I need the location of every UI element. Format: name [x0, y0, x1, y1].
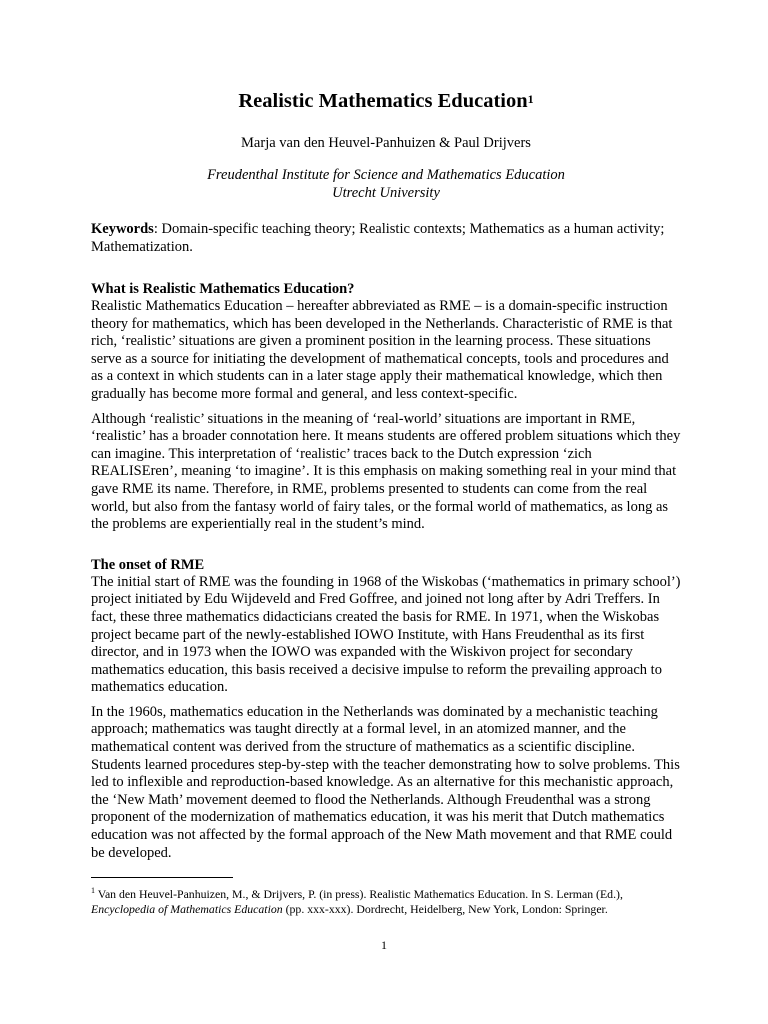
section-heading: What is Realistic Mathematics Education? [91, 281, 355, 297]
title-footnote-mark: 1 [527, 92, 534, 106]
affiliation-university: Utrecht University [332, 185, 440, 201]
affiliation-institute: Freudenthal Institute for Science and Mathematics Education [207, 167, 565, 183]
footnote-text-end: (pp. xxx-xxx). Dordrecht, Heidelberg, New York, London: Springer. [282, 902, 608, 917]
title-text: Realistic Mathematics Education [238, 90, 528, 112]
section-what-is-rme [91, 280, 681, 534]
paper-page [91, 80, 681, 862]
paragraph: Although ‘realistic’ situations in the meaning of ‘real-world’ situations are important in RME, ‘realistic’ has a broader connotation here. It means students are offered problem situations which they can imagine. This interpretation of ‘realistic’ traces back to the Dutch expression ‘zich REALISEren’, meaning ‘to imagine’. It is this emphasis on making something real in your mind that gave RME its name. Therefore, in RME, problems presented to students can come from the real world, but also from the fantasy world of fairy tales, or the formal world of mathematics, as long as the problems are experientially real in the student’s mind. [91, 410, 681, 533]
paragraph: In the 1960s, mathematics education in the Netherlands was dominated by a mechanistic teaching approach; mathematics was taught directly at a formal level, in an atomized manner, and the mathematical content was derived from the structure of mathematics as a scientific discipline. Students learned procedures step-by-step with the teacher demonstrating how to solve problems. This led to inflexible and reproduction-based knowledge. As an alternative for this mechanistic approach, the ‘New Math’ movement deemed to flood the Netherlands. Although Freudenthal was a strong proponent of the modernization of mathematics education, it was his merit that Dutch mathematics education was not affected by the formal approach of the New Math movement and that RME could be developed. [91, 703, 680, 861]
footnote-mark: 1 [91, 886, 95, 895]
paper-title [91, 88, 681, 114]
section-onset-of-rme [91, 556, 681, 863]
affiliation [91, 166, 681, 202]
footnote-rule [91, 877, 233, 878]
section-heading: The onset of RME [91, 556, 205, 573]
page-number: 1 [381, 938, 387, 952]
footnote-title: Encyclopedia of Mathematics Education [91, 902, 283, 917]
paragraph: The initial start of RME was the founding in 1968 of the Wiskobas (‘mathematics in primary school’) project initiated by Edu Wijdeveld and Fred Goffree, and joined not long after by Adri Treffers. In fact, these three mathematics didacticians created the basis for RME. In 1971, when the Wiskobas project became part of the newly-established IOWO Institute, with Hans Freudenthal as its first director, and in 1973 when the IOWO was expanded with the Wiskivon project for secondary mathematics education, this basis received a decisive impulse to reform the prevailing approach to mathematics education. [91, 573, 681, 696]
authors: Marja van den Heuvel-Panhuizen & Paul Drijvers [241, 135, 531, 151]
keywords-text: : Domain-specific teaching theory; Realistic contexts; Mathematics as a human activity; Mathematization. [91, 221, 665, 255]
footnote [91, 883, 681, 918]
paragraph: Realistic Mathematics Education – hereafter abbreviated as RME – is a domain-specific instruction theory for mathematics, which has been developed in the Netherlands. Characteristic of RME is that rich, ‘realistic’ situations are given a prominent position in the learning process. These situations serve as a source for initiating the development of mathematical concepts, tools and procedures and as a context in which students can in a later stage apply their mathematical knowledge, which then gradually has become more formal and general, and less context-specific. [91, 298, 673, 402]
keywords [91, 220, 681, 256]
keywords-label: Keywords [91, 221, 154, 237]
footnote-text: Van den Heuvel-Panhuizen, M., & Drijvers, P. (in press). Realistic Mathematics Education. In S. Lerman (Ed.), [95, 886, 623, 901]
